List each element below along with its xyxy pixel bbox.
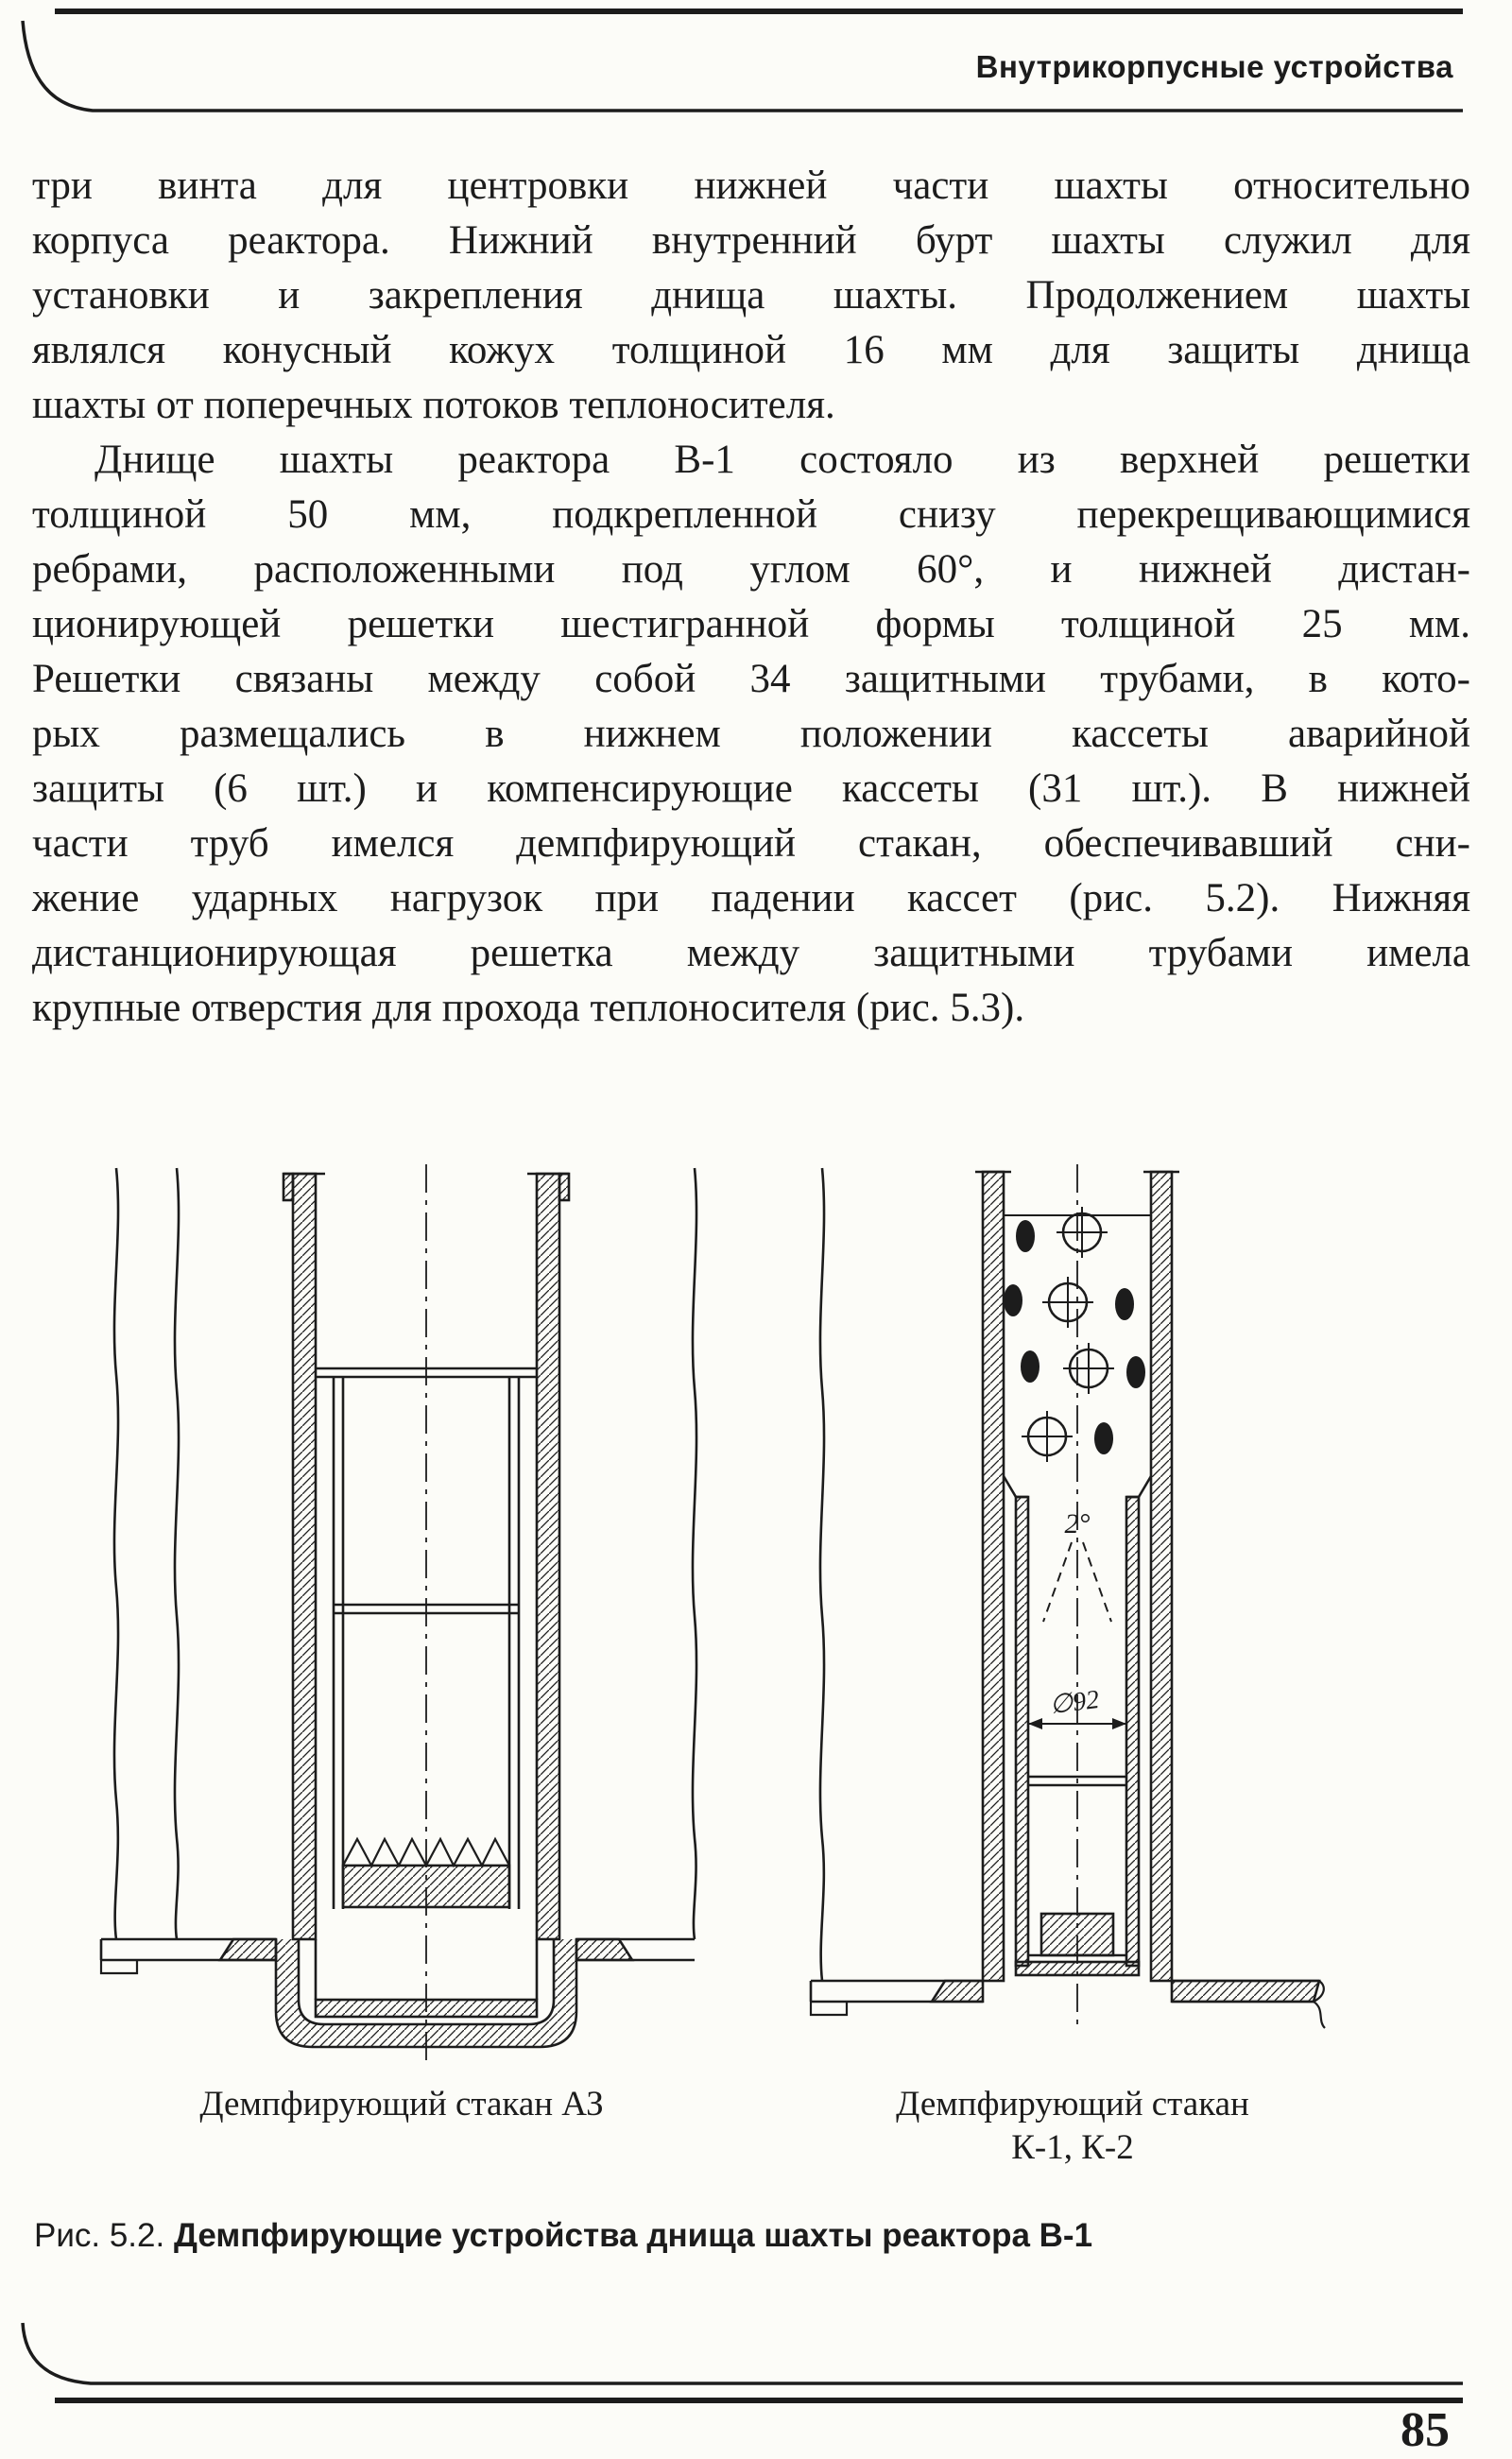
bottom-plate <box>101 1939 695 1973</box>
crosshair-hole-icon <box>1042 1277 1093 1328</box>
shaft-wall-lines <box>114 1168 696 1939</box>
text-line: рых размещались в нижнем положении кассеты аварийной <box>32 712 1470 756</box>
text-line: шахты от поперечных потоков теплоносителя. <box>32 383 835 427</box>
hole-ellipse-icon <box>1126 1356 1145 1388</box>
hole-ellipse-icon <box>1004 1284 1022 1316</box>
text-line: корпуса реактора. Нижний внутренний бурт шахты служил для <box>32 218 1470 263</box>
text-line: являлся конусный кожух толщиной 16 мм для защиты днища <box>32 328 1470 372</box>
text-line: части труб имелся демпфирующий стакан, обеспечивавший сни- <box>32 821 1470 866</box>
text-line: дистанционирующая решетка между защитными трубами имела <box>32 931 1470 975</box>
figure-right-label-line2: К-1, К-2 <box>1011 2128 1134 2167</box>
text-line: установки и закрепления днища шахты. Продолжением шахты <box>32 273 1470 318</box>
caption-text: Демпфирующие устройства днища шахты реактора В-1 <box>173 2217 1093 2254</box>
hole-ellipse-icon <box>1021 1350 1040 1383</box>
bottom-plate <box>811 1981 1325 2028</box>
footer-rules <box>0 2317 1512 2421</box>
hole-ellipse-icon <box>1094 1422 1113 1454</box>
hole-ellipse-icon <box>1115 1288 1134 1320</box>
figure-caption <box>34 2217 1092 2255</box>
text-line: толщиной 50 мм, подкрепленной снизу перекрещивающимися <box>32 492 1470 537</box>
text-line: крупные отверстия для прохода теплоносителя (рис. 5.3). <box>32 986 1025 1030</box>
crosshair-hole-icon <box>1063 1343 1114 1394</box>
text-line: ребрами, расположенными под углом 60°, и нижней дистан- <box>32 547 1470 592</box>
page-number: 85 <box>1400 2403 1450 2457</box>
angle-annotation: 2° <box>1064 1508 1091 1539</box>
diameter-annotation: ∅92 <box>1048 1684 1101 1721</box>
figure-right-drawing <box>803 1162 1342 2032</box>
figure-right-label-line1: Демпфирующий стакан <box>896 2085 1249 2124</box>
crosshair-hole-icon <box>1022 1411 1073 1462</box>
text-line: жение ударных нагрузок при падении кассет (рис. 5.2). Нижняя <box>32 876 1470 920</box>
shaft-wall-line <box>820 1168 824 1981</box>
body-text <box>32 159 1470 1036</box>
hole-ellipse-icon <box>1016 1220 1035 1252</box>
figure-right-label <box>803 2083 1342 2170</box>
text-line: защиты (6 шт.) и компенсирующие кассеты (31 шт.). В нижней <box>32 766 1470 811</box>
text-line: ционирующей решетки шестигранной формы толщиной 25 мм. <box>32 602 1470 646</box>
text-line: Днище шахты реактора В-1 состояло из верхней решетки <box>94 438 1470 482</box>
text-line: три винта для центровки нижней части шахты относительно <box>32 163 1470 208</box>
caption-prefix: Рис. 5.2. <box>34 2217 174 2254</box>
damper-insert <box>1041 1914 1113 1955</box>
coolant-holes <box>1004 1207 1145 1462</box>
paragraph <box>32 159 1470 433</box>
figure-left-drawing <box>90 1162 713 2070</box>
page-title: Внутрикорпусные устройства <box>975 49 1453 84</box>
paragraph <box>32 433 1470 1036</box>
figure-left-label: Демпфирующий стакан АЗ <box>199 2085 604 2124</box>
text-line: Решетки связаны между собой 34 защитными трубами, в кото- <box>32 657 1470 701</box>
